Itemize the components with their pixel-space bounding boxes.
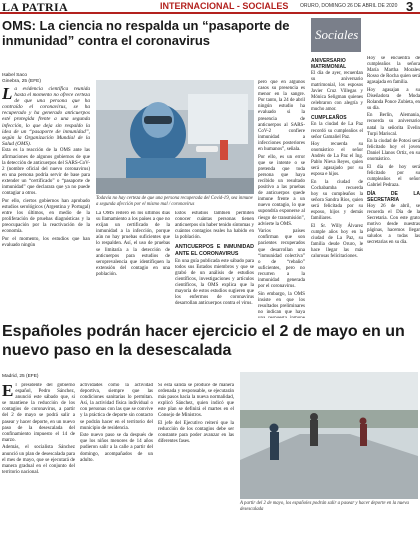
lead-text: a evidencia científica reunida hasta el momento no ofrece certeza de que una persona que ha contraído el coronavirus, se ha recuperado y ha generado anticuerpos esté protegida frente a una segunda infección, lo que deja sin respaldo la idea de un “pasaporte de inmunidad”, según la Organización Mundial de la Salud (OMS). bbox=[2, 86, 90, 147]
article-oms-column-3 bbox=[175, 211, 254, 318]
drop-cap: L bbox=[2, 86, 13, 103]
section-title: INTERNACIONAL - SOCIALES bbox=[160, 1, 289, 11]
sociales-note: En la ciudad de Cochabamba recuerda hoy su cumpleaños la señora Sandra Ríos, quien será felicitada por su esposo, hijos y demás familiares. bbox=[311, 179, 363, 222]
sociales-note: El día de ayer, recuerdan su aniversario matrimonial, los esposos Javier Cruz Villegas y Mónica Seligman quienes celebraron con alegría y mucho amor. bbox=[311, 71, 363, 113]
article-oms-photo bbox=[96, 80, 254, 194]
article-spain-byline: Madrid, 25 (EFE) bbox=[2, 374, 39, 379]
paragraph: Este nuevo paso se da después de que los niños menores de 14 años pudieron salir a la calle a partir del domingo, acompañados de un adulto. bbox=[80, 433, 153, 463]
sociales-column-right bbox=[367, 56, 420, 318]
sociales-note: Hoy se encuentra de cumpleaños la señora María Martha Morales Rosso de Rocha quien será agasajada en familia. bbox=[367, 56, 420, 86]
sociales-note: Hoy agasajan a su Diseñadora de Moda Rolanda Ponce Zubieta, en su día. bbox=[367, 87, 420, 111]
paragraph: Por el momento, los estudios que han evaluado ningún bbox=[2, 236, 90, 248]
runners-photo bbox=[240, 372, 418, 499]
sociales-column-left bbox=[311, 56, 363, 318]
sociales-note: En Berlín, Alemania, recuerda su aniversario natal la señorita Evelin Turpi Mariscal. bbox=[367, 113, 420, 137]
sociales-note: En la ciudad de Potosí será felicitado hoy el joven Daniel Llanos Ortiz, en su onomástico. bbox=[367, 139, 420, 163]
sociales-note: Hoy 26 de abril, se recuerda el Día de la Secretaria. Con este grato motivo desde nuestras páginas, hacemos llegar saludos a todas las secretarias en su día. bbox=[367, 204, 420, 246]
drop-cap: E bbox=[2, 383, 14, 400]
article-spain-column-2 bbox=[80, 383, 153, 546]
byline-name: Isabel Saco bbox=[2, 73, 28, 78]
article-spain-headline: Españoles podrán hacer ejercicio el 2 de mayo en un nuevo paso en la desescalada bbox=[2, 323, 405, 359]
paragraph: La OMS reiteró en los últimos días su llamamiento a los países a que no exijan un certificado de la inmunidad a la infección, porque aún no hay pruebas suficientes que lo respalden. Así, el uso de pruebas se limitaría a la detección de anticuerpos para estudios de seroprevalencia que identifiquen la extensión del contagio en una población. bbox=[96, 211, 170, 277]
sociales-heading: DÍA DE LA SECRETARIA bbox=[367, 190, 420, 204]
sociales-heading: CUMPLEAÑOS bbox=[311, 115, 347, 122]
paragraph: En una guía publicada este sábado para todos sus Estados miembros y que se grabó de un análisis de estudios científicos, investigaciones y artículos científicos, la OMS explica que la mayoría de estos estudios sugieren que los enfermos de coronavirus desarrollan anticuerpos contra el virus. bbox=[175, 258, 254, 307]
lab-worker-photo bbox=[96, 80, 254, 194]
sociales-note: El día de hoy será felicitado por su cumpleaños el señor Gabriel Pedraza. bbox=[367, 164, 420, 188]
article-oms-byline bbox=[2, 73, 41, 85]
paragraph: Si esta salida se produce de manera ordenada y responsable, se ejecutarán más pasos hacia la nueva normalidad, explicó Sánchez, quien indicó que este plan se definirá el martes en el Consejo de Ministros. bbox=[158, 383, 234, 419]
sociales-note: En la ciudad de La Paz recordó su cumpleaños el señor Gamaliel Paz. bbox=[311, 122, 363, 140]
article-oms-headline: OMS: La ciencia no respalda un “pasaporte de inmunidad” contra el coronavirus bbox=[2, 18, 290, 48]
article-spain-photo bbox=[240, 372, 418, 499]
article-oms bbox=[0, 18, 306, 318]
sociales-banner bbox=[311, 18, 361, 52]
paragraph: pero que en algunos casos su presencia es menor en la sangre. Por tanto, la 24 de abril ningún estudio ha evaluado si la presencia de anticuerpos al SARS-CoV-2 confiere inmunidad a infecciones posteriores en humanos”, señala. bbox=[258, 80, 305, 153]
paragraph: Estos estudios también permiten conocer cuántas personas tienen anticuerpos sin haber tenido síntomas y cuántos contagios reales ha habido en la población. bbox=[175, 211, 254, 241]
paragraph: Por ello, es un error que se intente o se pretenda que toda persona que haya recibido un resultado positivo a las pruebas de anticuerpos quede inmune frente a un nuevo contagio, lo que supondría exponerse al riesgo de transmisión”, advierte la OMS. bbox=[258, 154, 305, 227]
sociales-column bbox=[311, 18, 420, 318]
paragraph-text: l presidente del gobierno español, Pedro Sánchez, anunció este sábado que, si se mantiene la reducción de los contagios de coronavirus, a partir del 2 de mayo se podrá salir a pasear y hacer deporte, en un nuevo paso de la desescalada del confinamiento impuesto el 14 de marzo. bbox=[2, 383, 75, 443]
paragraph bbox=[2, 383, 75, 444]
sociales-note: Hoy recuerda su onomástico el señor Andrés de La Paz el Ing. Pablo Nieva Reyes, quien será agasajado por su esposa e hijos. bbox=[311, 142, 363, 178]
paragraph: Además, el socialista Sánchez anunció un plan de desescalada para el mes de mayo, que se ejecutará de manera gradual en el conjunto del territorio nacional. bbox=[2, 445, 75, 475]
sociales-note: El Sr. Willy Álvarez cumple años hoy en la ciudad de La Paz, su familia desde Oruro, le hace llegar las más calurosas felicitaciones. bbox=[311, 223, 363, 259]
article-oms-column-4 bbox=[258, 80, 305, 318]
newspaper-logo: LA PATRIA bbox=[2, 0, 68, 14]
article-oms-photo-caption: Todavía no hay certeza de que una persona recuperada del Covid-19, sea inmune a segunda afección por el mismo mal / coronavirus bbox=[96, 196, 253, 207]
paragraph: actividades como la actividad deportiva, siempre que las condiciones sanitarias lo permitan. Así, la actividad física individual o con personas con las que se convive y la práctica de deporte sin contacto se podrán hacer en el territorio del municipio de residencia. bbox=[80, 383, 153, 431]
article-spain-column-1 bbox=[2, 383, 75, 546]
article-oms-lead bbox=[2, 86, 90, 147]
paragraph: Varios países confirman que son pacientes recuperados que desarrollan una “inmunidad colectiva” o de “rebaño” suficientes, pero no recurren a la inmunidad generada por el coronavirus. bbox=[258, 229, 305, 290]
page-header bbox=[0, 0, 420, 14]
article-spain-photo-caption: A partir del 2 de mayo, los españoles podrán salir a pasear y hacer deporte en la nueva desescalada bbox=[240, 501, 409, 512]
sociales-title: Sociales bbox=[315, 27, 359, 42]
article-oms-column-2 bbox=[96, 211, 170, 318]
article-spain-column-3 bbox=[158, 383, 234, 546]
sociales-heading: ANIVERSARIO MATRIMONIAL bbox=[311, 58, 347, 71]
issue-date: ORURO, DOMINGO 26 DE ABRIL DE 2020 bbox=[300, 3, 398, 9]
paragraph: Por ello, ciertos gobiernos han aprobado estudios serológicos (Argentina y Portugal) entre los últimos, en medio de la proliferación de pruebas diagnósticas y la preocupación por la reactivación de la economía. bbox=[2, 198, 90, 235]
article-oms-column-1 bbox=[2, 86, 90, 318]
paragraph: Sin embargo, la OMS insiste en que los resultados preliminares no indican que haya bbox=[258, 291, 305, 315]
page-number: 3 bbox=[406, 0, 414, 14]
article-oms-subhead: ANTICUERPOS E INMUNIDAD ANTE EL CORONAVIRUS bbox=[175, 244, 254, 257]
paragraph: El jefe del Ejecutivo reiteró que la reducción de los contagios debe ser constante para poder avanzar en las diferentes fases. bbox=[158, 421, 234, 445]
paragraph: Esta es la reacción de la OMS ante las afirmaciones de algunos gobiernos de que la detección de anticuerpos del SARS-CoV-2 (nombre oficial del nuevo coronavirus) en una persona podría servir de base para extender un “certificado” o “pasaporte de inmunidad” que declarara que ya no puede contagiar a otros. bbox=[2, 148, 90, 197]
byline-place: Ginebra, 25 (EFE) bbox=[2, 79, 41, 84]
